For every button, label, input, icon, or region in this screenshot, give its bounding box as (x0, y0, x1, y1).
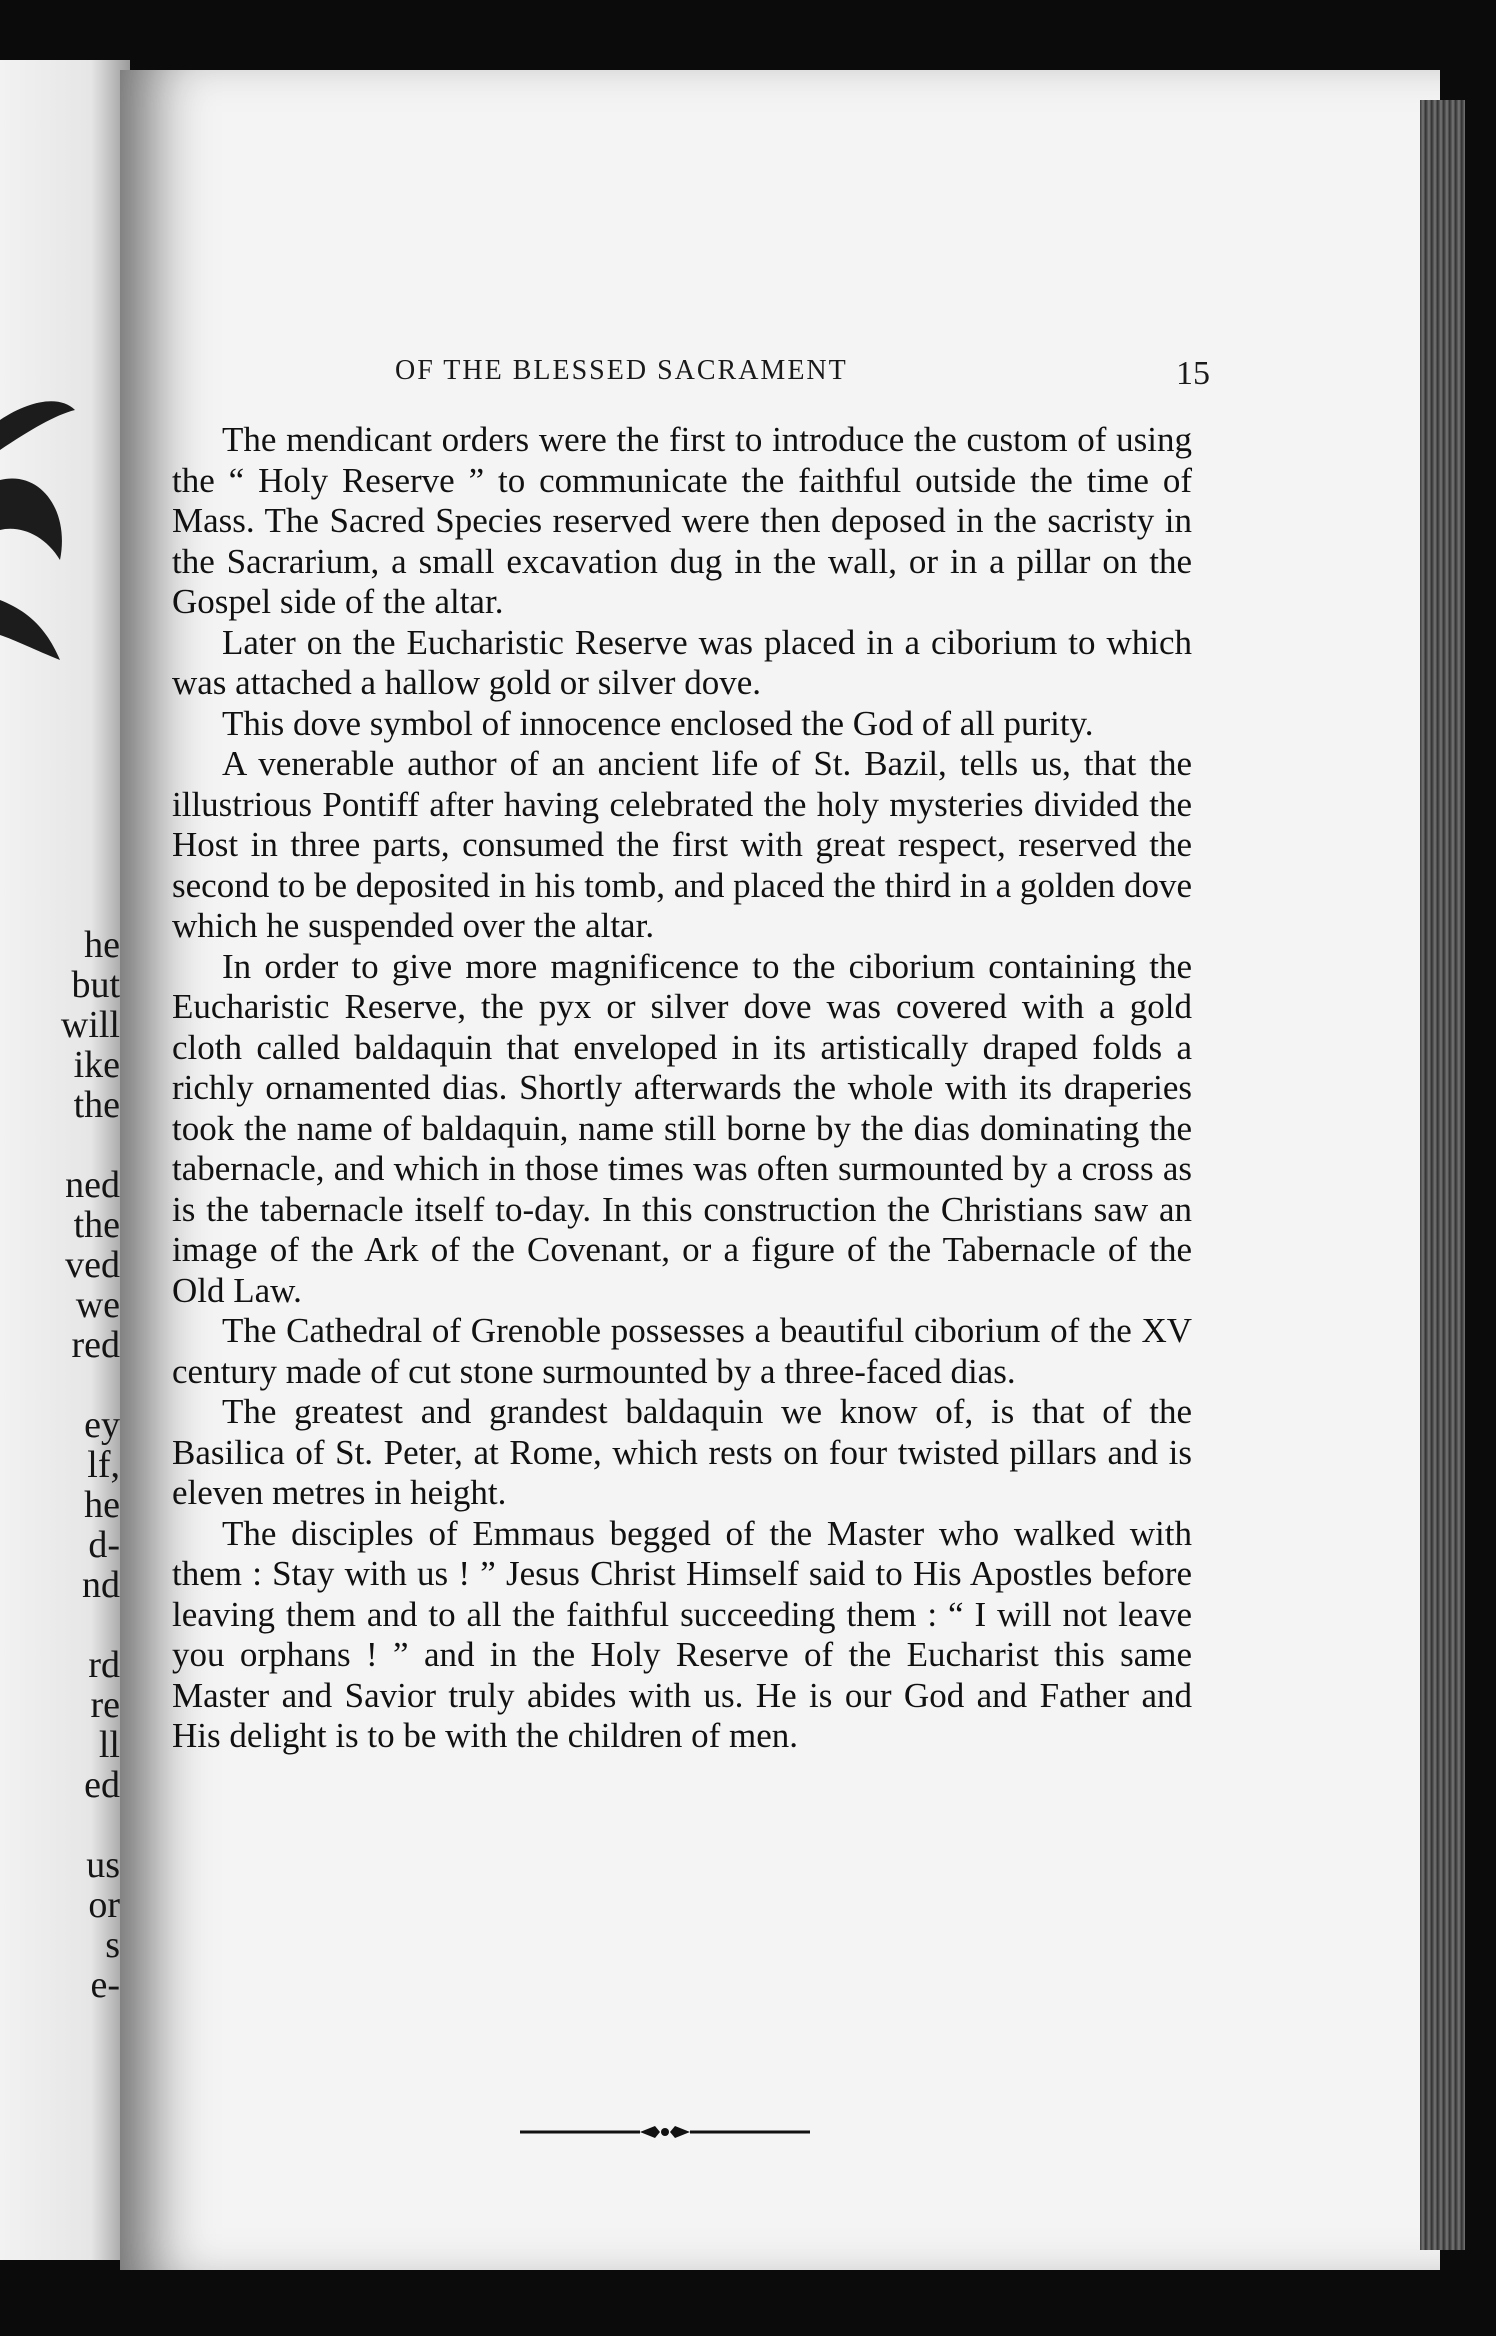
fragment-text: we (75, 1284, 120, 1326)
paragraph: This dove symbol of innocence enclosed the God of all purity. (222, 703, 1094, 743)
page-number: 15 (1176, 355, 1210, 392)
fragment-text: re (90, 1684, 120, 1726)
fragment-text: e- (90, 1964, 120, 2006)
fragment-text: ike (73, 1044, 120, 1086)
paragraph: The mendicant orders were the first to introduce the custom of using the “ Holy Reserve ” to communicate the faithful outside the time of Mass. The Sacred Species reserved were then deposed in the sacristy in the Sacrarium, a small excavation dug in the wall, or in a pillar on the Gospel side of the altar. (172, 420, 1192, 621)
fragment-text: red (71, 1324, 120, 1366)
fragment-text: d- (88, 1524, 120, 1566)
fragment-text: or (88, 1884, 120, 1926)
fragment-text: he (84, 924, 120, 966)
fragment-text: he (84, 1484, 120, 1526)
fragment-text: rd (88, 1644, 120, 1686)
paragraph: The disciples of Emmaus begged of the Master who walked with them : Stay with us ! ” Jesus Christ Himself said to His Apostles before leaving them and to all the faithful succeeding them : “ I will not leave you orphans ! ” and in the Holy Reserve of the Eucharist this same Master and Savior truly abides with us. He is our God and Father and His delight is to be with the children of men. (172, 1513, 1192, 1755)
body-text (172, 420, 1192, 1757)
ornamental-rule (520, 2120, 810, 2144)
page-edges (1420, 100, 1465, 2250)
left-facing-page (0, 60, 130, 2260)
ornament-icon (0, 360, 80, 680)
fragment-text: but (71, 964, 120, 1006)
fragment-text: nd (82, 1564, 120, 1606)
paragraph: Later on the Eucharistic Reserve was placed in a ciborium to which was attached a hallow gold or silver dove. (172, 622, 1192, 702)
paragraph: A venerable author of an ancient life of St. Bazil, tells us, that the illustrious Pontiff after having celebrated the holy mysteries divided the Host in three parts, consumed the first with great respect, reserved the second to be deposited in his tomb, and placed the third in a golden dove which he suspended over the altar. (172, 744, 1192, 945)
fragment-text: ned (65, 1164, 120, 1206)
fragment-text: ll (98, 1724, 120, 1766)
paragraph: In order to give more magnificence to the ciborium containing the Eucharistic Reserve, the pyx or silver dove was covered with a gold cloth called baldaquin that enveloped in its artistically draped folds a richly ornamented dias. Shortly afterwards the whole with its draperies took the name of baldaquin, name still borne by the dias dominating the tabernacle, and which in those times was often surmounted by a cross as is the tabernacle itself to-day. In this construction the Christians saw an image of the Ark of the Covenant, or a figure of the Tabernacle of the Old Law. (172, 946, 1192, 1310)
running-title: OF THE BLESSED SACRAMENT (395, 355, 848, 386)
fragment-text: ved (65, 1244, 120, 1286)
fragment-text: the (73, 1204, 120, 1246)
paragraph: The Cathedral of Grenoble possesses a beautiful ciborium of the XV century made of cut stone surmounted by a three-faced dias. (172, 1311, 1192, 1391)
fragment-text: s (105, 1924, 120, 1966)
fragment-text: us (86, 1844, 120, 1886)
paragraph: The greatest and grandest baldaquin we know of, is that of the Basilica of St. Peter, at Rome, which rests on four twisted pillars and is eleven metres in height. (172, 1392, 1192, 1512)
fragment-text: lf, (87, 1444, 120, 1486)
fragment-text: the (73, 1084, 120, 1126)
fragment-text: ey (84, 1404, 120, 1446)
fragment-text: will (60, 1004, 120, 1046)
fragment-text: ed (84, 1764, 120, 1806)
